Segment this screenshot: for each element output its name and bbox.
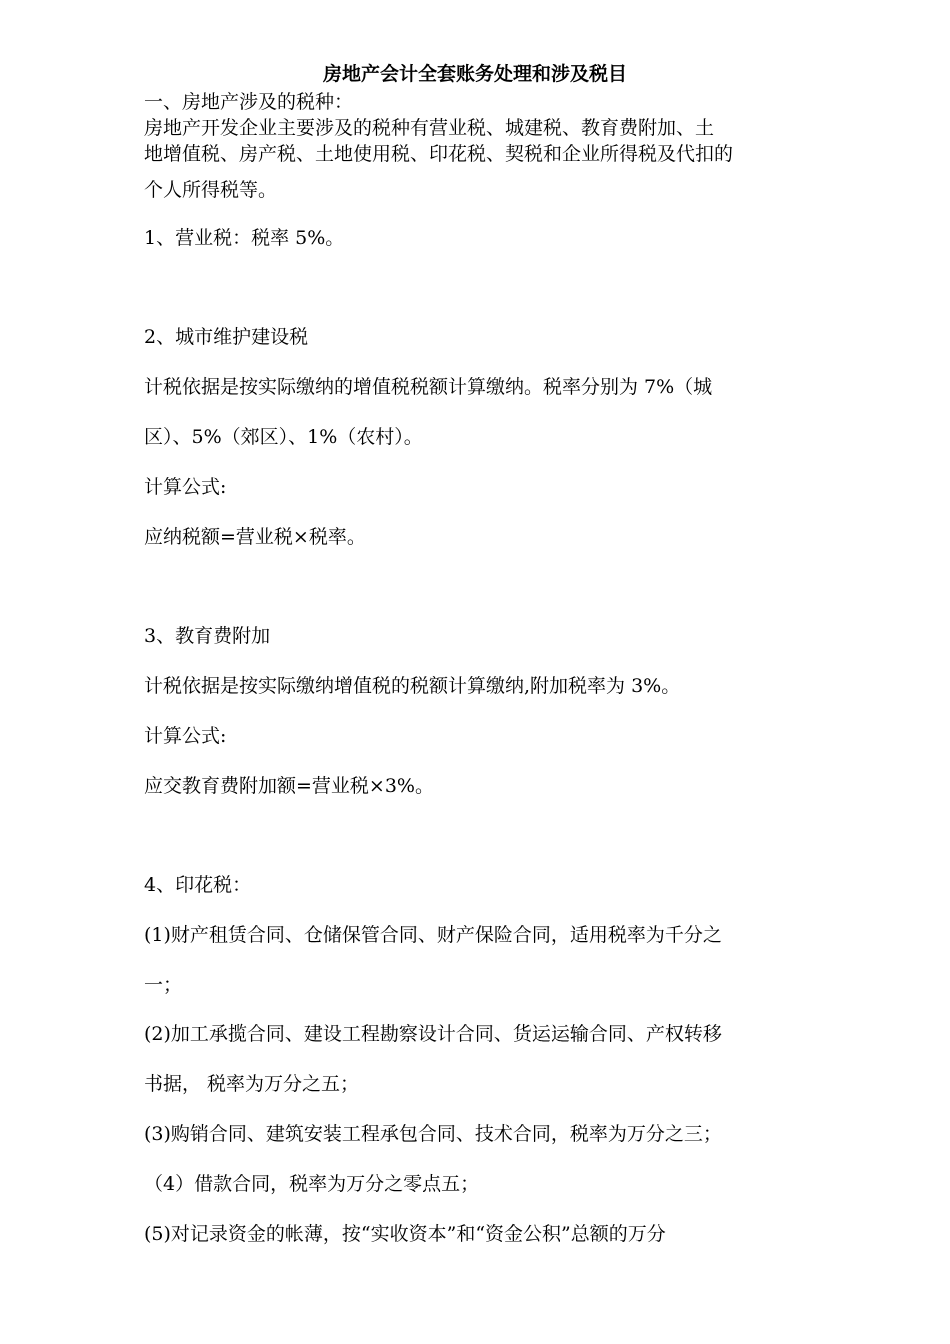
clause-line: (3)购销合同、建筑安装工程承包合同、技术合同，税率为万分之三； — [144, 1123, 722, 1145]
item-heading-business-tax: 1、营业税：税率 5%。 — [144, 227, 345, 249]
clause-line: (5)对记录资金的帐薄，按“实收资本”和“资金公积”总额的万分 — [144, 1223, 666, 1245]
paragraph-line: 区）、5%（郊区）、1%（农村）。 — [144, 426, 423, 448]
document-title: 房地产会计全套账务处理和涉及税目 — [322, 63, 627, 85]
section-heading-tax-types: 一、房地产涉及的税种： — [144, 91, 354, 113]
paragraph-line: 房地产开发企业主要涉及的税种有营业税、城建税、教育费附加、土 — [144, 117, 715, 139]
item-heading-urban-construction-tax: 2、城市维护建设税 — [144, 326, 309, 348]
clause-line: (1)财产租赁合同、仓储保管合同、财产保险合同，适用税率为千分之 — [144, 924, 722, 946]
formula: 应纳税额=营业税×税率。 — [144, 526, 366, 548]
paragraph-line: 地增值税、房产税、土地使用税、印花税、契税和企业所得税及代扣的 — [144, 143, 734, 165]
paragraph-line: 个人所得税等。 — [144, 179, 278, 201]
paragraph-line: 计税依据是按实际缴纳的增值税税额计算缴纳。税率分别为 7%（城 — [144, 376, 713, 398]
formula-label: 计算公式: — [144, 476, 227, 498]
item-heading-education-surcharge: 3、教育费附加 — [144, 625, 271, 647]
formula: 应交教育费附加额=营业税×3%。 — [144, 775, 434, 797]
clause-line: (2)加工承揽合同、建设工程勘察设计合同、货运运输合同、产权转移 — [144, 1023, 722, 1045]
clause-line: 一； — [144, 974, 183, 996]
clause-line: 书据， 税率为万分之五； — [144, 1073, 360, 1095]
clause-line: （4）借款合同，税率为万分之零点五； — [144, 1173, 480, 1195]
paragraph-line: 计税依据是按实际缴纳增值税的税额计算缴纳,附加税率为 3%。 — [144, 675, 681, 697]
item-heading-stamp-duty: 4、印花税： — [144, 874, 252, 896]
formula-label: 计算公式: — [144, 725, 227, 747]
